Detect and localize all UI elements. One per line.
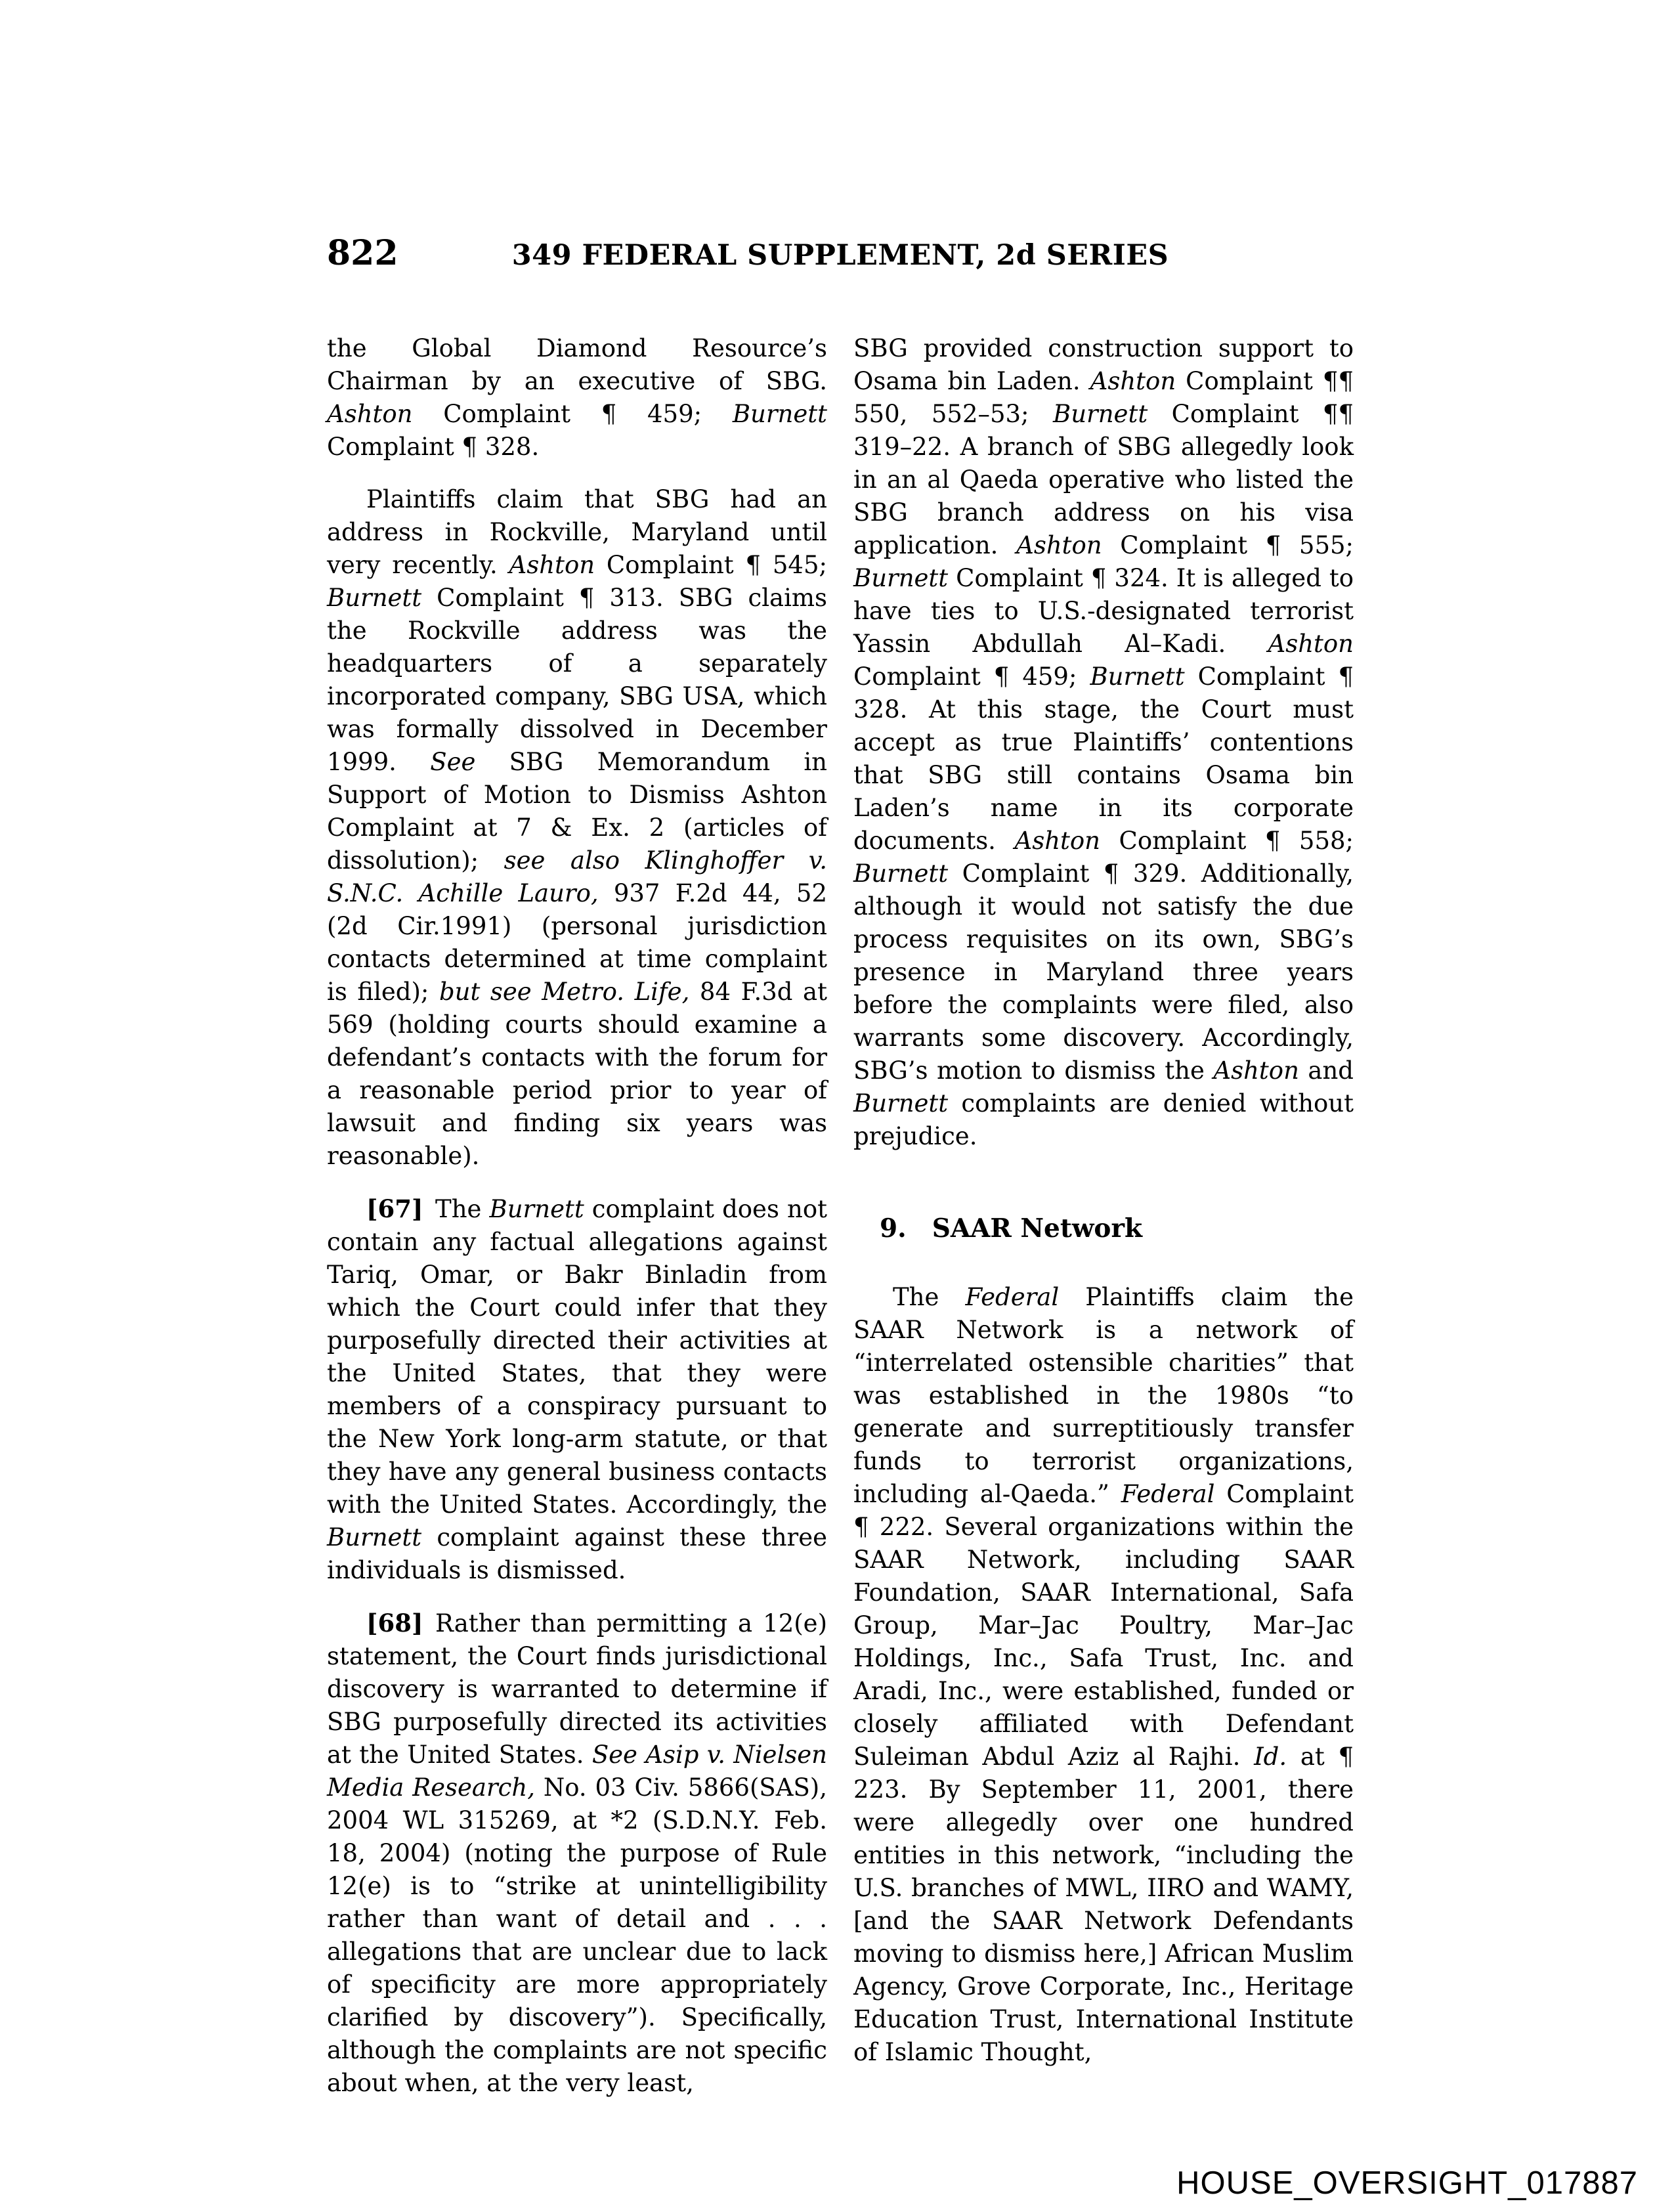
- text-run: Plaintiffs claim the SAAR Network is a network of “interrelated ostensible charities” that was established in the 1980s “to generate and surreptitiously transfer funds to terrorist organizations, including al-Qaeda.”: [853, 1283, 1354, 1508]
- text-run: 937 F.2d 44, 52 (2d Cir.1991) (personal jurisdiction contacts determined at time complaint is filed);: [327, 879, 827, 1006]
- italic-run: Federal: [965, 1283, 1060, 1311]
- text-run: No. 03 Civ. 5866(SAS), 2004 WL 315269, at *2 (S.D.N.Y. Feb. 18, 2004) (noting the purpose of Rule 12(e) is to “strike at unintelligibility rather than want of detail and . . . allegations that are unclear due to lack of specificity are more appropriately clarified by discovery”). Specifically, although the complaints are not specific about when, at the very least,: [327, 1773, 827, 2097]
- italic-run: Burnett: [489, 1195, 584, 1223]
- bates-stamp-watermark: HOUSE_OVERSIGHT_017887: [1176, 2165, 1638, 2201]
- text-run: The: [423, 1195, 490, 1223]
- text-run: Complaint ¶ 459;: [853, 662, 1090, 691]
- italic-run: Burnett: [853, 1089, 949, 1117]
- text-run: Complaint ¶ 555;: [1102, 531, 1354, 559]
- paragraph: [853, 332, 1354, 1153]
- bold-run: [67]: [366, 1194, 423, 1223]
- italic-run: Ashton: [509, 551, 595, 579]
- text-run: Rather than permitting a 12(e) statement, the Court finds jurisdictional discovery is warranted to determine if SBG purposefully directed its activities at the United States.: [327, 1609, 827, 1769]
- italic-run: Burnett: [1053, 400, 1148, 428]
- italic-run: Ashton: [1090, 367, 1176, 395]
- italic-run: Ashton: [1268, 630, 1354, 658]
- bold-run: 9. SAAR Network: [880, 1213, 1143, 1244]
- italic-run: Burnett: [327, 584, 422, 612]
- text-run: The: [893, 1283, 966, 1311]
- italic-run: see also Klinghoffer v. S.N.C. Achille Lauro,: [327, 846, 827, 907]
- text-run: SBG Memorandum in Support of Motion to Dismiss Ashton Complaint at 7 & Ex. 2 (articles of dissolution);: [327, 748, 827, 875]
- italic-run: Burnett: [1090, 662, 1185, 691]
- text-run: Complaint ¶ 459;: [412, 400, 733, 428]
- text-run: the Global Diamond Resource’s Chairman by an executive of SBG.: [327, 334, 827, 395]
- paragraph: [327, 1192, 827, 1587]
- italic-run: Burnett: [732, 400, 827, 428]
- text-run: SBG provided construction support to Osama bin Laden.: [853, 334, 1354, 395]
- text-run: Complaint ¶ 328. At this stage, the Court must accept as true Plaintiffs’ contentions that SBG still contains Osama bin Laden’s name in its corporate documents.: [853, 662, 1354, 855]
- italic-run: Ashton: [327, 400, 413, 428]
- text-run: Complaint ¶ 328.: [327, 433, 540, 461]
- italic-run: See Asip v. Nielsen Media Research,: [327, 1741, 828, 1802]
- italic-run: Id.: [1254, 1743, 1287, 1771]
- text-run: 84 F.3d at 569 (holding courts should examine a defendant’s contacts with the forum for a reasonable period prior to year of lawsuit and finding six years was reasonable).: [327, 978, 827, 1170]
- text-run: Complaint ¶¶ 550, 552–53;: [853, 367, 1354, 428]
- text-run: Complaint ¶ 545;: [595, 551, 827, 579]
- paragraph: [327, 1607, 827, 2100]
- text-run: Complaint ¶¶ 319–22. A branch of SBG allegedly look in an al Qaeda operative who listed the SBG branch address on his visa application.: [853, 400, 1354, 559]
- text-run: Complaint ¶ 324. It is alleged to have ties to U.S.-designated terrorist Yassin Abdullah Al–Kadi.: [853, 564, 1354, 658]
- text-column-right: [853, 332, 1354, 2100]
- text-run: Plaintiffs claim that SBG had an address in Rockville, Maryland until very recently.: [327, 485, 827, 579]
- text-run: Complaint ¶ 313. SBG claims the Rockville address was the headquarters of a separately incorporated company, SBG USA, which was formally dissolved in December 1999.: [327, 584, 827, 776]
- paragraph: [327, 483, 827, 1173]
- italic-run: Federal: [1121, 1480, 1215, 1508]
- text-run: Complaint ¶ 558;: [1100, 827, 1354, 855]
- italic-run: Burnett: [327, 1523, 422, 1551]
- paragraph: [327, 332, 827, 464]
- text-run: Complaint ¶ 329. Additionally, although it would not satisfy the due process requisites on its own, SBG’s presence in Maryland three years before the complaints were filed, also warrants some discovery. Accordingly, SBG’s motion to dismiss the: [853, 859, 1354, 1085]
- paragraph: [853, 1281, 1354, 2069]
- italic-run: Burnett: [853, 564, 949, 592]
- italic-run: Burnett: [853, 859, 949, 888]
- italic-run: Ashton: [1213, 1056, 1299, 1085]
- text-run: complaint against these three individuals is dismissed.: [327, 1523, 827, 1584]
- text-run: Complaint ¶ 222. Several organizations within the SAAR Network, including SAAR Foundation, SAAR International, Safa Group, Mar–Jac Poultry, Mar–Jac Holdings, Inc., Safa Trust, Inc. and Aradi, Inc., were established, funded or closely affiliated with Defendant Suleiman Abdul Aziz al Rajhi.: [853, 1480, 1354, 1771]
- page-content: [327, 234, 1354, 2100]
- text-run: complaint does not contain any factual allegations against Tariq, Omar, or Bakr Binladin from which the Court could infer that they purposefully directed their activities at the United States, that they were members of a conspiracy pursuant to the New York long-arm statute, or that they have any general business contacts with the United States. Accordingly, the: [327, 1195, 828, 1519]
- text-column-left: [327, 332, 827, 2100]
- italic-run: Ashton: [1016, 531, 1102, 559]
- text-run: and: [1298, 1056, 1354, 1085]
- italic-run: but see Metro. Life,: [439, 978, 690, 1006]
- section-heading: [880, 1212, 1354, 1245]
- page-header: [327, 234, 1354, 276]
- text-run: complaints are denied without prejudice.: [853, 1089, 1354, 1150]
- running-header: 349 FEDERAL SUPPLEMENT, 2d SERIES: [511, 239, 1169, 272]
- italic-run: See: [430, 748, 476, 776]
- italic-run: Ashton: [1014, 827, 1100, 855]
- two-column-text: [327, 332, 1354, 2100]
- page-number: 822: [327, 233, 398, 273]
- bold-run: [68]: [366, 1609, 423, 1637]
- text-run: at ¶ 223. By September 11, 2001, there were allegedly over one hundred entities in this network, “including the U.S. branches of MWL, IIRO and WAMY, [and the SAAR Network Defendants moving to dismiss here,] African Muslim Agency, Grove Corporate, Inc., Heritage Education Trust, International Institute of Islamic Thought,: [853, 1743, 1354, 2066]
